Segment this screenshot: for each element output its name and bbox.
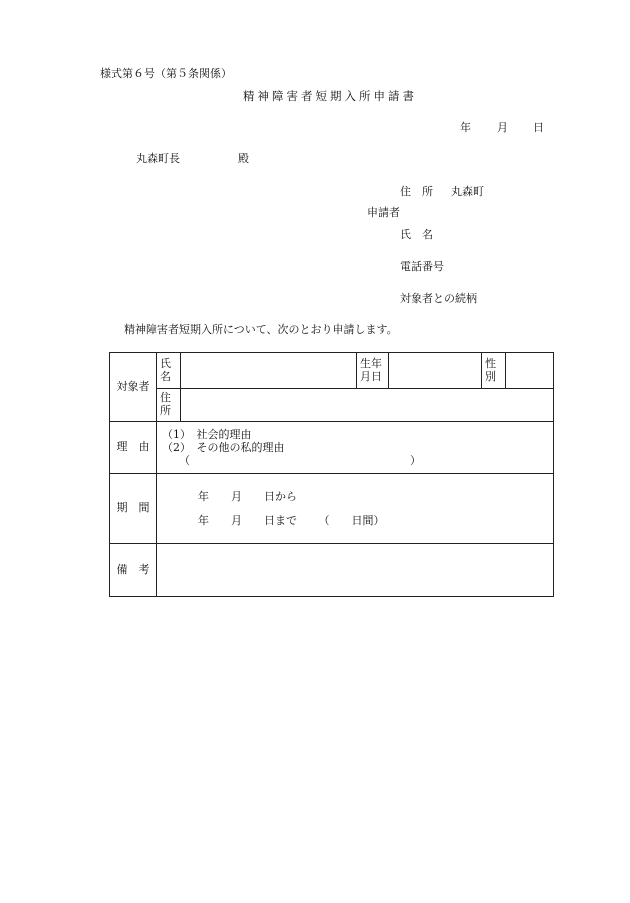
reason-close-paren: ） <box>410 454 421 467</box>
name-field[interactable] <box>181 353 357 389</box>
applicant-name-label: 氏 名 <box>400 228 433 241</box>
remarks-label-cell <box>110 544 157 597</box>
date-day-label: 日 <box>533 121 544 134</box>
reason-open-paren: （ <box>179 454 190 467</box>
application-table <box>109 352 554 597</box>
subject-row-name <box>110 353 554 389</box>
period-to-line <box>198 509 553 533</box>
birthdate-field[interactable] <box>389 353 482 389</box>
reason-option-private: （2） その他の私的理由 <box>162 441 285 454</box>
address-label-cell <box>157 389 181 422</box>
remarks-field[interactable] <box>157 544 554 597</box>
reason-option-social: （1） 社会的理由 <box>162 428 252 441</box>
reason-row <box>110 422 554 474</box>
addressee-honorific: 殿 <box>238 152 249 165</box>
applicant-label: 申請者 <box>367 206 400 219</box>
remarks-row <box>110 544 554 597</box>
name-label-cell <box>157 353 181 389</box>
gender-field[interactable] <box>506 353 554 389</box>
gender-label: 性別 <box>485 356 496 383</box>
applicant-address-label: 住 所 <box>400 185 433 198</box>
reason-label-cell <box>110 422 157 474</box>
reason-label: 理 由 <box>116 440 150 454</box>
period-label: 期 間 <box>116 501 150 515</box>
period-to: 年 月 日まで <box>198 513 297 527</box>
date-month-label: 月 <box>497 121 508 134</box>
reason-detail-line <box>162 454 553 467</box>
birthdate-label-cell <box>357 353 389 389</box>
period-from: 年 月 日から <box>198 489 297 503</box>
date-year-label: 年 <box>460 121 471 134</box>
address-field[interactable] <box>181 389 554 422</box>
applicant-relation-label: 対象者との続柄 <box>400 292 477 305</box>
subject-label-cell <box>110 353 157 422</box>
period-field[interactable] <box>157 474 554 544</box>
name-label: 氏名 <box>160 356 171 383</box>
applicant-phone-label: 電話番号 <box>400 260 444 273</box>
remarks-label: 備 考 <box>116 562 150 576</box>
applicant-address-value: 丸森町 <box>451 185 484 198</box>
intro-text: 精神障害者短期入所について、次のとおり申請します。 <box>124 323 398 336</box>
birthdate-label: 生年月日 <box>360 356 382 383</box>
period-days: （ 日間） <box>318 513 385 527</box>
gender-label-cell <box>482 353 506 389</box>
form-number: 様式第６号（第５条関係） <box>100 67 232 80</box>
addressee-name: 丸森町長 <box>136 152 180 165</box>
subject-label: 対象者 <box>116 379 150 393</box>
subject-row-address <box>110 389 554 422</box>
form-title: 精神障害者短期入所申請書 <box>243 89 417 103</box>
period-label-cell <box>110 474 157 544</box>
address-label: 住所 <box>160 391 171 417</box>
reason-field[interactable] <box>157 422 554 474</box>
period-row <box>110 474 554 544</box>
